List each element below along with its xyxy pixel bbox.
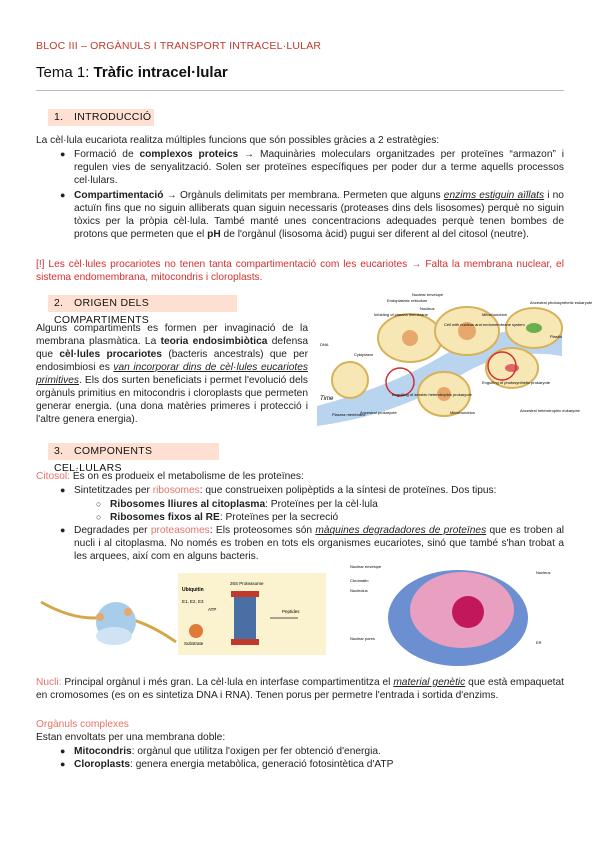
proteasome-figure	[178, 573, 326, 655]
fig-label: E1, E2, E3	[182, 599, 204, 604]
sub-bullet-icon: ○	[96, 512, 102, 522]
page-title	[36, 64, 228, 81]
section-heading-intro	[48, 109, 154, 126]
sub-bullet-icon: ○	[96, 499, 102, 509]
bullet-icon: ●	[60, 746, 66, 756]
bullet-icon: ●	[60, 525, 66, 535]
section-number: 2.	[54, 297, 64, 309]
bullet-icon: ●	[60, 759, 66, 769]
prokaryote-cell	[332, 362, 368, 398]
fig-label: Nucleus	[536, 570, 551, 575]
title-divider	[36, 90, 564, 91]
fig-label: Nuclear envelope	[412, 292, 444, 297]
fig-label: ATP	[208, 607, 217, 612]
intro-bullet-1: ● Formació de complexos proteics → Maquinàries moleculars organitzades per proteïnes “armazon” i regulen vies de senyalització. Solen ser proteïnes específiques per poder dur a terme aquells processos cel·lulars.	[60, 149, 564, 186]
proteasome-barrel	[234, 595, 256, 641]
fig-label: Nucleolus	[350, 588, 368, 593]
mito-bullet: ● Mitocondris: orgànul que utilitza l'oxigen per fer obtenció d'energia.	[60, 746, 381, 757]
fig-label: Infolding of plasma membrane	[374, 312, 428, 317]
fig-label: ER	[536, 640, 542, 645]
fig-label: Nuclear envelope	[350, 564, 382, 569]
nucleus-figure	[350, 560, 565, 670]
fig-label: Mitochondrion	[482, 312, 508, 317]
section-heading-origin	[48, 295, 237, 326]
section-number: 1.	[54, 111, 64, 123]
citosol-line: Citosol: És on es produeix el metabolisme de les proteïnes:	[36, 471, 304, 482]
fig-label: Engulfing of aerobic heterotrophic prokaryote	[392, 392, 472, 397]
proteasome-cap	[231, 639, 259, 645]
fig-label: Ancestral heterotrophic eukaryote	[520, 408, 580, 413]
fig-label: DNA	[320, 342, 329, 347]
bullet-icon: ●	[60, 149, 66, 159]
fig-label: Time	[320, 396, 334, 402]
fig-label: Plastid	[550, 334, 563, 339]
fig-label: Plasma membrane	[332, 412, 366, 417]
intro-bullet-2: ● Compartimentació → Orgànuls delimitats per membrana. Permeten que alguns enzims estiguin aïllats i no actuïn fins que no siguin alliberats quan siguin necessaris (proteases dins dels lisosomes) perquè no siguin tòxics per la pròpia cèl·lula. També manté unes concentracions adequades perquè tenen bombes de protons que permeten que el pH de l'orgànul (lisosoma àcid) pugui ser diferent al del citosol (neutre).	[60, 190, 564, 240]
proteasome-cap	[231, 591, 259, 597]
trna-shape	[124, 608, 132, 616]
bullet-icon: ●	[60, 190, 66, 200]
fig-label: Endoplasmic reticulum	[387, 298, 428, 303]
fig-label: Ancestral prokaryote	[360, 410, 397, 415]
complex-lead: Estan envoltats per una membrana doble:	[36, 732, 226, 743]
section-heading-components	[48, 443, 219, 474]
fig-label: Cell with nucleus and endomembrane system	[444, 322, 525, 327]
section-label: COMPONENTS CEL·LULARS	[54, 445, 153, 474]
nucleolus-shape	[452, 596, 484, 628]
fig-label: Chromatin	[350, 578, 369, 583]
nucleus-shape	[402, 330, 418, 346]
mitochondrion-shape	[505, 364, 519, 372]
fig-label: Mitochondrion	[450, 410, 476, 415]
title-main: Tràfic intracel·lular	[93, 64, 228, 81]
fig-label: Cytoplasm	[354, 352, 373, 357]
header: BLOC III – ORGÀNULS I TRANSPORT INTRACEL·LULAR	[36, 40, 322, 52]
trna-shape	[96, 613, 104, 621]
title-prefix: Tema 1:	[36, 64, 90, 81]
ribosome-bullet: ● Sintetitzades per ribosomes: que construeixen polipèptids a la síntesi de proteïnes. Dos tipus:	[60, 485, 497, 496]
ribosome-sub-1: ○ Ribosomes lliures al citoplasma: Proteïnes per la cèl·lula	[96, 499, 378, 510]
chloro-bullet: ● Cloroplasts: genera energia metabòlica, generació fotosintètica d'ATP	[60, 759, 394, 770]
fig-label: Ancestral photosynthetic eukaryote	[530, 300, 593, 305]
nucli-paragraph: Nucli: Principal orgànul i més gran. La cèl·lula en interfase compartimentitza el material genètic que està empaquetat en cromosomes (es on es sintetiza DNA i RNA). Tenen porus per permetre l'entrada i sortida d'enzims.	[36, 677, 564, 701]
fig-label: Substrate	[184, 641, 204, 646]
ribosome-figure	[36, 572, 186, 662]
section-label: ORIGEN DELS COMPARTIMENTS	[54, 297, 150, 326]
endosymbiosis-diagram	[312, 286, 593, 436]
fig-label: Engulfing of photosynthetic prokaryote	[482, 380, 551, 385]
prokaryote-note: [!] Les cèl·lules procariotes no tenen tanta compartimentació com les eucariotes → Falta la membrana nuclear, el sistema endomembrana, mitocondris i cloroplasts.	[36, 259, 564, 283]
fig-label: Ubiquitin	[182, 587, 204, 593]
ribosome-sub-2: ○ Ribosomes fixos al RE: Proteïnes per la secreció	[96, 512, 339, 523]
fig-label: 26S Proteasome	[230, 581, 264, 586]
section-number: 3.	[54, 445, 64, 457]
intro-lead: La cèl·lula eucariota realitza múltiples funcions que són possibles gràcies a 2 estratègies:	[36, 135, 440, 146]
proteasome-bullet: ● Degradades per proteasomes: Els proteosomes són màquines degradadores de proteïnes que es troben al nucli i al citoplasma. No només es troben en tots els organismes eucariotes, sinó que també s'han trobat a les arquees, així com en alguns bacteris.	[60, 525, 565, 562]
plastid-shape	[526, 323, 542, 333]
fig-label: Nucleus	[420, 306, 435, 311]
complex-organelles-label: Orgànuls complexes	[36, 719, 129, 730]
section-label: INTRODUCCIÓ	[74, 111, 152, 123]
ribosome-small-subunit	[96, 627, 132, 645]
bullet-icon: ●	[60, 485, 66, 495]
substrate-shape	[189, 624, 203, 638]
fig-label: Peptides	[282, 609, 300, 614]
fig-label: Nuclear pores	[350, 636, 375, 641]
origin-paragraph: Alguns compartiments es formen per invaginació de la membrana plasmàtica. La teoria endosimbiòtica defensa que cèl·lules procariotes (bacteris ancestrals) que per endosimbiosi es van incorporar dins de cèl·lules eucariotes primitives. Els dos surten beneficiats i permet l'evolució dels orgànuls primitius en mitocondris i cloroplasts que permeten generar energia. (una dona matèries primeres i protecció i l'altre genera energia).	[36, 323, 309, 425]
